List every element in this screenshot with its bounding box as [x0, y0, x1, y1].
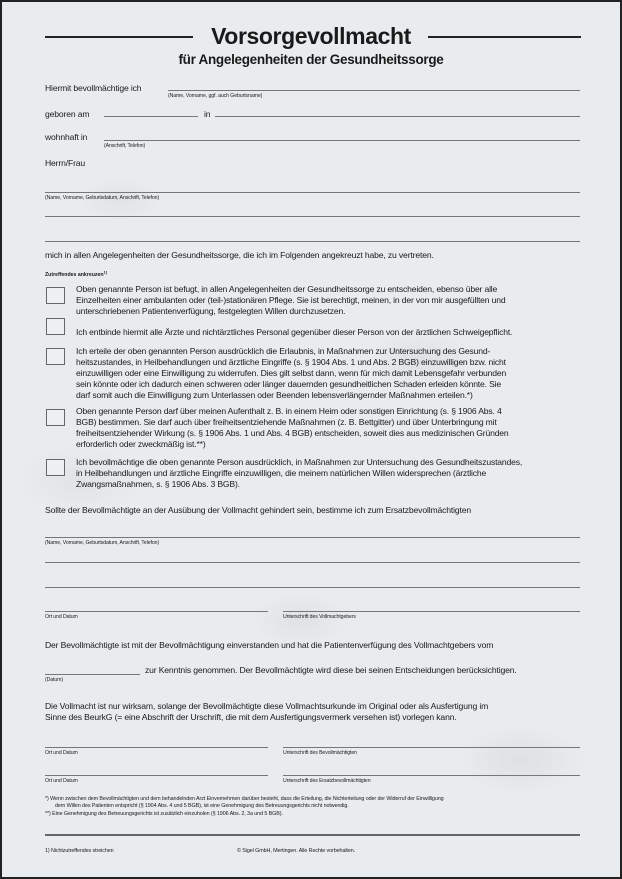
option-line: unterschriebenen Patientenverfügung, festgelegten Willen durchzusetzen.: [76, 306, 346, 316]
text-vertreten: mich in allen Angelegenheiten der Gesundheitssorge, die ich im Folgenden angekreuzt habe, zu vertreten.: [45, 250, 434, 260]
option-line: erforderlich oder zweckmäßig ist.**): [76, 439, 206, 449]
footnote-1a: *) Wenn zwischen dem Bevollmächtigten und dem behandelnden Arzt Einvernehmen darüber besteht, dass die Erteilung, die Nichterteilung oder der Widerruf der Einwilligung: [45, 796, 444, 802]
ankreuzen-text: Zutreffendes ankreuzen: [45, 272, 104, 278]
field-datum[interactable]: [45, 674, 140, 675]
checkbox-option-5[interactable]: [46, 459, 65, 476]
checkbox-option-2[interactable]: [46, 318, 65, 335]
label-ort-datum-1: Ort und Datum: [45, 614, 78, 620]
option-line: Ich entbinde hiermit alle Ärzte und nichtärztliches Personal gegenüber dieser Person von der ärztlichen Schweigepflicht.: [76, 327, 513, 337]
label-sig-ersatz: Unterschrift des Ersatzbevollmächtigten: [283, 778, 371, 784]
hint-agent: (Name, Vorname, Geburtsdatum, Anschrift, Telefon): [45, 195, 160, 201]
option-1-text: [76, 284, 505, 317]
label-ort-datum-2: Ort und Datum: [45, 750, 78, 756]
option-line: Oben genannte Person ist befugt, in allen Angelegenheiten der Gesundheitssorge zu entscheiden, ebenso über alle: [76, 284, 498, 294]
field-ort-datum-2[interactable]: [45, 747, 268, 748]
field-agent-line-2[interactable]: [45, 216, 580, 217]
label-geboren: geboren am: [45, 109, 90, 119]
hint-datum: (Datum): [45, 677, 64, 683]
text-einverstanden-2: zur Kenntnis genommen. Der Bevollmächtigte wird diese bei seinen Entscheidungen berücksichtigen.: [145, 665, 517, 675]
field-ort-datum-3[interactable]: [45, 775, 268, 776]
option-3-text: [76, 346, 506, 401]
field-ort-datum-1[interactable]: [45, 611, 268, 612]
option-line: freiheitsentziehender Wirkung (s. § 1906 Abs. 1 und Abs. 4 BGB) entscheiden, soweit dies aus medizinischen Gründen: [76, 428, 509, 438]
option-line: heitszustandes, in Heilbehandlungen und ärztliche Eingriffe (s. § 1904 Abs. 1 und Abs. 2 BGB) einzuwilligen bzw. nicht: [76, 357, 506, 367]
option-line: darf somit auch die Einwilligung zum Unterlassen oder Beenden lebensverlängernder Maßnahmen erteilen.*): [76, 390, 473, 400]
footer-copyright: © Sigel GmbH, Mertingen. Alle Rechte vorbehalten.: [237, 848, 356, 854]
label-sig-geber: Unterschrift des Vollmachtgebers: [283, 614, 356, 620]
hint-ersatz: (Name, Vorname, Geburtsdatum, Anschrift, Telefon): [45, 540, 160, 546]
footer-rule: [45, 834, 580, 836]
field-sig-bev[interactable]: [283, 747, 580, 748]
option-line: Zwangsmaßnahmen, s. § 1906 Abs. 3 BGB).: [76, 479, 240, 489]
field-birthplace-line[interactable]: [215, 116, 580, 117]
checkbox-option-4[interactable]: [46, 409, 65, 426]
page-subtitle: für Angelegenheiten der Gesundheitssorge: [178, 52, 444, 67]
option-line: Ich erteile der oben genannten Person ausdrücklich die Erlaubnis, in Maßnahmen zur Untersuchung des Gesund-: [76, 346, 491, 356]
option-4-text: [76, 406, 509, 450]
checkbox-option-3[interactable]: [46, 348, 65, 365]
text-einverstanden-1: Der Bevollmächtigte ist mit der Bevollmächtigung einverstanden und hat die Patientenverfügung des Vollmachtgebers vom: [45, 640, 494, 650]
label-herrn-frau: Herrn/Frau: [45, 158, 86, 168]
field-agent-line-1[interactable]: [45, 192, 580, 193]
hint-address: (Anschrift, Telefon): [104, 143, 146, 149]
text-wirksam-1: Die Vollmacht ist nur wirksam, solange der Bevollmächtigte diese Vollmachtsurkunde im Original oder als Ausfertigung im: [45, 701, 489, 711]
option-line: Einzelheiten einer ambulanten oder (teil-)stationären Pflege. Sie ist berechtigt, meinen, in der von mir ausgefüllten und: [76, 295, 506, 305]
option-line: einzuwilligen oder eine Einwilligung zu widerrufen. Dies gilt selbst dann, wenn für mich damit Lebensgefahr verbunden: [76, 368, 507, 378]
label-bevollmaechtige: Hiermit bevollmächtige ich: [45, 83, 142, 93]
field-ersatz-line-3[interactable]: [45, 587, 580, 588]
text-ersatz: Sollte der Bevollmächtigte an der Ausübung der Vollmacht gehindert sein, bestimme ich zum Ersatzbevollmächtigten: [45, 505, 472, 515]
footnote-2: **) Eine Genehmigung des Betreuungsgerichts ist zusätzlich einzuholen (§ 1906 Abs. 2, 3a und 5 BGB).: [45, 811, 283, 817]
label-ort-datum-3: Ort und Datum: [45, 778, 78, 784]
field-ersatz-line-1[interactable]: [45, 537, 580, 538]
footnote-1b: dem Willen des Patienten entspricht (§ 1904 Abs. 4 und 5 BGB), ist eine Genehmigung des Betreuungsgerichts nicht notwendig.: [55, 803, 349, 809]
field-name-line[interactable]: [168, 90, 580, 91]
option-line: Oben genannte Person darf über meinen Aufenthalt z. B. in einem Heim oder sonstigen Einrichtung (s. § 1906 Abs. 4: [76, 406, 502, 416]
label-sig-bev: Unterschrift des Bevollmächtigten: [283, 750, 357, 756]
option-5-text: [76, 457, 522, 490]
text-wirksam-2: Sinne des BeurkG (= eine Abschrift der Urschrift, die mit dem Ausfertigungsvermerk versehen ist) vorlegen kann.: [45, 712, 457, 722]
ankreuzen-footnote-mark: 1): [103, 269, 108, 275]
field-sig-geber[interactable]: [283, 611, 580, 612]
footer-left: 1) Nichtzutreffendes streichen: [45, 848, 114, 854]
option-2-text: [76, 327, 512, 338]
field-sig-ersatz[interactable]: [283, 775, 580, 776]
option-line: Ich bevollmächtige die oben genannte Person ausdrücklich, in Maßnahmen zur Untersuchung des Gesundheitszustandes,: [76, 457, 523, 467]
checkbox-option-1[interactable]: [46, 287, 65, 304]
hint-name: (Name, Vorname, ggf. auch Geburtsname): [168, 93, 263, 99]
field-agent-line-3[interactable]: [45, 241, 580, 242]
field-birthdate-line[interactable]: [104, 116, 198, 117]
label-in: in: [204, 109, 211, 119]
label-wohnhaft: wohnhaft in: [45, 132, 88, 142]
option-line: sein könnte oder ich dadurch einen schweren oder länger dauernden gesundheitlichen Schaden erleiden könnte. Sie: [76, 379, 501, 389]
option-line: BGB) bestimmen. Sie darf auch über freiheitsentziehende Maßnahmen (z. B. Bettgitter) und über Unterbringung mit: [76, 417, 497, 427]
field-address-line[interactable]: [104, 140, 580, 141]
page-title: Vorsorgevollmacht: [211, 23, 411, 49]
field-ersatz-line-2[interactable]: [45, 562, 580, 563]
label-ankreuzen: [45, 269, 108, 279]
option-line: in Heilbehandlungen und ärztliche Eingriffe einzuwilligen, die meinem natürlichen Willen widersprechen (ärztliche: [76, 468, 487, 478]
